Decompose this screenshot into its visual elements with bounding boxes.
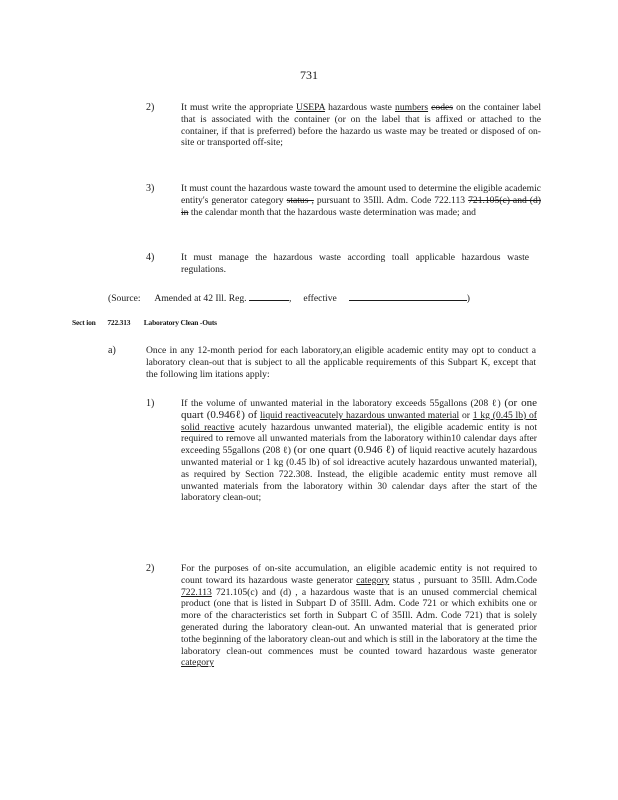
- underlined-text: numbers: [395, 102, 429, 113]
- text-segment: or: [459, 409, 473, 421]
- text-segment: hazardous waste: [325, 102, 396, 113]
- section-label: Sect ion: [72, 318, 96, 327]
- text-segment: pursuant to 35Ill. Adm. Code 722.113: [313, 194, 469, 206]
- source-close: ): [466, 293, 470, 304]
- item-number: 3): [146, 183, 155, 194]
- item-text: [181, 252, 529, 276]
- underlined-text: category: [181, 657, 215, 669]
- text-segment: 721.105(c) and (d) , a hazardous waste that is an unused commercial chemical product (one that is listed in Subpart D of 35Ill. Adm. Code 721 or which exhibits one or more of the characteristics set forth in Subpart C of 35Ill. Adm. Code 721) that is solely generated during the laboratory clean-out. An unwanted material that is generated prior tothe beginning of the laboratory clean-out and which is still in the laboratory at the time the laboratory clean-out commences must be counted toward hazardous waste generator: [181, 586, 537, 657]
- text-segment: liquid reactive acutely hazardous unwanted material or 1 kg (0.45 lb) of sol idreactive acutely hazardous unwanted material), as required by Section 722.308. Instead, the eligible academic entity must remove all unwanted materials from the laboratory within 30 calendar days after the start of the laboratory clean-out;: [181, 445, 537, 504]
- underlined-text: USEPA: [296, 102, 326, 113]
- struck-text: 721.105(c) and (d) in: [181, 194, 541, 218]
- item-text: [181, 398, 537, 504]
- underlined-text: 722.113: [181, 586, 212, 598]
- text-segment: It must write the appropriate: [181, 102, 297, 113]
- text-segment: For the purposes of on-site accumulation, an eligible academic entity is not required to count toward its hazardous waste generator: [181, 563, 537, 586]
- page-number: 731: [300, 68, 318, 82]
- item-text: [181, 102, 541, 149]
- reg-blank: [249, 291, 289, 301]
- source-note: (Source: Amended at 42 Ill. Reg. , effective ): [108, 293, 470, 304]
- effective-date-blank: [349, 291, 467, 301]
- item-number: 4): [146, 252, 155, 263]
- item-number: 1): [146, 398, 155, 409]
- underlined-text: category: [356, 574, 390, 586]
- underlined-text: liquid reactiveacutely hazardous unwanted material: [259, 409, 460, 421]
- paragraph-text: Once in any 12-month period for each laboratory,an eligible academic entity may opt to conduct a laboratory clean-out that is subject to all the applicable requirements of this Subpart K, except that the following lim itations apply:: [146, 345, 536, 380]
- text-segment: status , pursuant to 35Ill. Adm.Code: [389, 574, 538, 586]
- source-effective: effective: [303, 293, 337, 304]
- text-segment: acutely hazardous unwanted material), the eligible academic entity is not required to remove all unwanted materials from the laboratory within10 calendar days after exceeding 55gallons (208 ℓ): [181, 421, 538, 457]
- item-number: 2): [146, 563, 155, 574]
- underlined-text: 1 kg (0.45 lb) of solid reactive: [181, 409, 537, 433]
- item-text: [181, 563, 537, 669]
- text-segment: If the volume of unwanted material in the laboratory exceeds 55gallons (208 ℓ): [181, 398, 505, 409]
- text-segment: on the container label that is associated with the container (or on the label that is affixed or attached to the container, if that is preferred) before the hazardo us waste may be treated or disposed of on-site or transported off-site;: [181, 102, 541, 149]
- source-amended: Amended at 42 Ill. Reg.: [154, 293, 247, 304]
- struck-text: status ,: [286, 194, 314, 206]
- text-segment: the calendar month that the hazardous waste determination was made; and: [188, 206, 476, 218]
- text-segment: It must manage the hazardous waste according toall applicable hazardous waste regulations.: [181, 252, 529, 275]
- source-open: (Source:: [108, 293, 141, 304]
- text-segment: (or one quart (0.946 ℓ) of: [293, 444, 407, 457]
- section-number: 722.313: [107, 318, 131, 327]
- item-number: 2): [146, 102, 155, 113]
- section-heading: [72, 318, 217, 328]
- paragraph-label: a): [108, 345, 116, 356]
- text-segment: It must count the hazardous waste toward the amount used to determine the eligible academic entity's generator category: [181, 183, 541, 206]
- text-segment: (or one quart (0.946ℓ) of: [181, 397, 537, 421]
- struck-text: codes: [431, 102, 453, 113]
- section-title: Laboratory Clean -Outs: [143, 318, 217, 327]
- item-text: [181, 183, 541, 218]
